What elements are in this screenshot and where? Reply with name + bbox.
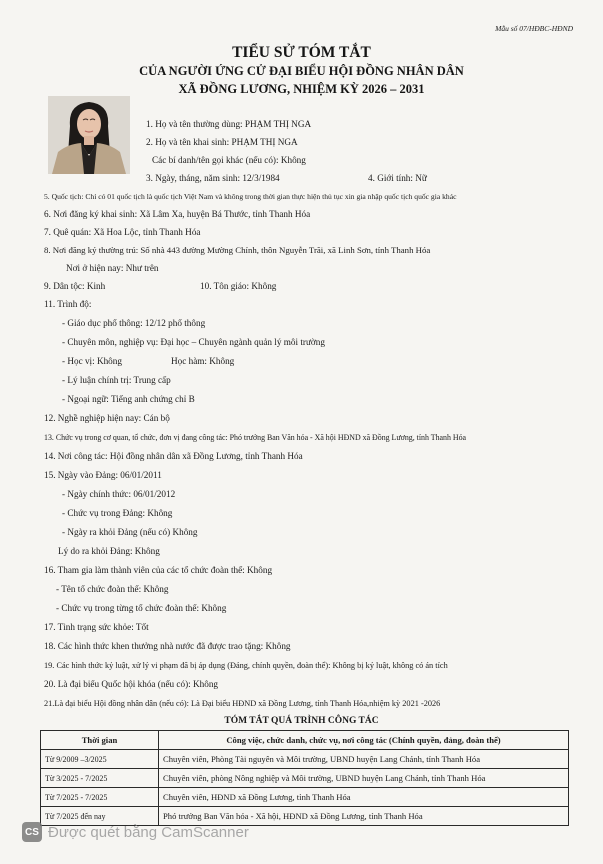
- work-time: Từ 7/2025 - 7/2025: [41, 788, 159, 807]
- table-row: [41, 750, 569, 769]
- field-health: 17. Tình trạng sức khỏe: Tốt: [44, 622, 149, 632]
- field-party-official-date: - Ngày chính thức: 06/01/2012: [62, 489, 176, 499]
- field-common-name: 1. Họ và tên thường dùng: PHẠM THỊ NGA: [146, 119, 312, 129]
- field-party-leave-date: - Ngày ra khỏi Đảng (nếu có) Không: [62, 527, 198, 537]
- field-birth-registration: 6. Nơi đăng ký khai sinh: Xã Lâm Xa, huyện Bá Thước, tỉnh Thanh Hóa: [44, 209, 311, 219]
- field-foreign-language: - Ngoại ngữ: Tiếng anh chứng chỉ B: [62, 394, 195, 404]
- work-description: Chuyên viên, phòng Nông nghiệp và Môi trường, UBND huyện Lang Chánh, tỉnh Thanh Hóa: [159, 769, 569, 788]
- work-description: Chuyên viên, Phòng Tài nguyên và Môi trường, UBND huyện Lang Chánh, tỉnh Thanh Hóa: [159, 750, 569, 769]
- field-party-join-date: 15. Ngày vào Đảng: 06/01/2011: [44, 470, 162, 480]
- document-subtitle-2: XÃ ĐỒNG LƯƠNG, NHIỆM KỲ 2026 – 2031: [178, 82, 425, 96]
- work-time: Từ 3/2025 - 7/2025: [41, 769, 159, 788]
- field-political-theory: - Lý luận chính trị: Trung cấp: [62, 375, 171, 385]
- document-subtitle-1: CỦA NGƯỜI ỨNG CỬ ĐẠI BIỂU HỘI ĐỒNG NHÂN DÂN: [139, 64, 464, 78]
- column-header-time: Thời gian: [41, 731, 159, 750]
- field-degree: - Học vị: Không: [62, 356, 122, 366]
- watermark-text: Được quét bằng CamScanner: [48, 823, 249, 841]
- field-council-delegate: 21.Là đại biểu Hội đồng nhân dân (nếu có): Là Đại biểu HĐND xã Đồng Lương, tỉnh Thanh Hóa,nhiệm kỳ 2021 -2026: [44, 699, 441, 708]
- camscanner-logo-icon: CS: [22, 822, 42, 842]
- field-gender: 4. Giới tính: Nữ: [368, 173, 427, 183]
- field-education-heading: 11. Trình độ:: [44, 299, 92, 309]
- work-description: Phó trưởng Ban Văn hóa - Xã hội, HĐND xã Đồng Lương, tỉnh Thanh Hóa: [159, 807, 569, 826]
- field-aliases: Các bí danh/tên gọi khác (nếu có): Không: [152, 155, 306, 165]
- portrait-photo: [48, 96, 130, 174]
- field-workplace: 14. Nơi công tác: Hội đồng nhân dân xã Đồng Lương, tỉnh Thanh Hóa: [44, 451, 303, 461]
- field-ethnicity: 9. Dân tộc: Kinh: [44, 281, 106, 291]
- field-current-residence: Nơi ở hiện nay: Như trên: [66, 263, 159, 273]
- field-birth-name: 2. Họ và tên khai sinh: PHẠM THỊ NGA: [146, 137, 298, 147]
- field-organizations: 16. Tham gia làm thành viên của các tổ chức đoàn thể: Không: [44, 565, 273, 575]
- work-description: Chuyên viên, HĐND xã Đồng Lương, tỉnh Thanh Hóa: [159, 788, 569, 807]
- field-discipline: 19. Các hình thức kỷ luật, xử lý vi phạm đã bị áp dụng (Đảng, chính quyền, đoàn thể): Không bị kỷ luật, không có án tích: [44, 661, 448, 670]
- field-general-education: - Giáo dục phổ thông: 12/12 phổ thông: [62, 318, 206, 328]
- field-birth-date: 3. Ngày, tháng, năm sinh: 12/3/1984: [146, 173, 280, 183]
- field-permanent-residence: 8. Nơi đăng ký thường trú: Số nhà 443 đường Mường Chính, thôn Nguyễn Trãi, xã Linh Sơn, tỉnh Thanh Hóa: [44, 245, 431, 255]
- column-header-description: Công việc, chức danh, chức vụ, nơi công tác (Chính quyền, đảng, đoàn thể): [159, 731, 569, 750]
- table-row: [41, 788, 569, 807]
- work-history-title: TÓM TẮT QUÁ TRÌNH CÔNG TÁC: [224, 716, 379, 726]
- field-awards: 18. Các hình thức khen thưởng nhà nước đã được trao tặng: Không: [44, 641, 291, 651]
- field-occupation: 12. Nghề nghiệp hiện nay: Cán bộ: [44, 413, 170, 423]
- camscanner-watermark: [22, 821, 249, 843]
- field-organization-position: - Chức vụ trong từng tổ chức đoàn thể: Không: [56, 603, 227, 613]
- table-header-row: [41, 731, 569, 750]
- field-party-position: - Chức vụ trong Đảng: Không: [62, 508, 173, 518]
- work-time: Từ 9/2009 –3/2025: [41, 750, 159, 769]
- field-national-assembly: 20. Là đại biểu Quốc hội khóa (nếu có): Không: [44, 679, 219, 689]
- work-time: Từ 7/2025 đến nay: [41, 807, 159, 826]
- field-religion: 10. Tôn giáo: Không: [200, 281, 277, 291]
- form-number: Mẫu số 07/HĐBC-HĐND: [495, 24, 573, 33]
- document-title: TIỂU SỬ TÓM TẮT: [232, 44, 371, 61]
- work-history-table: [40, 730, 569, 826]
- field-party-leave-reason: Lý do ra khỏi Đảng: Không: [58, 546, 160, 556]
- field-academic-title: Học hàm: Không: [171, 356, 235, 366]
- field-position: 13. Chức vụ trong cơ quan, tổ chức, đơn vị đang công tác: Phó trưởng Ban Văn hóa - Xã hội HĐND xã Đồng Lương, tỉnh Thanh Hóa: [44, 433, 467, 442]
- field-organization-name: - Tên tổ chức đoàn thể: Không: [56, 584, 169, 594]
- field-hometown: 7. Quê quán: Xã Hoa Lộc, tỉnh Thanh Hóa: [44, 227, 201, 237]
- field-professional-qualification: - Chuyên môn, nghiệp vụ: Đại học – Chuyên ngành quản lý môi trường: [62, 337, 325, 347]
- field-nationality: 5. Quốc tịch: Chỉ có 01 quốc tịch là quốc tịch Việt Nam và không trong thời gian thực hiện thủ tục xin gia nhập quốc tịch quốc gia khác: [44, 192, 457, 201]
- table-row: [41, 769, 569, 788]
